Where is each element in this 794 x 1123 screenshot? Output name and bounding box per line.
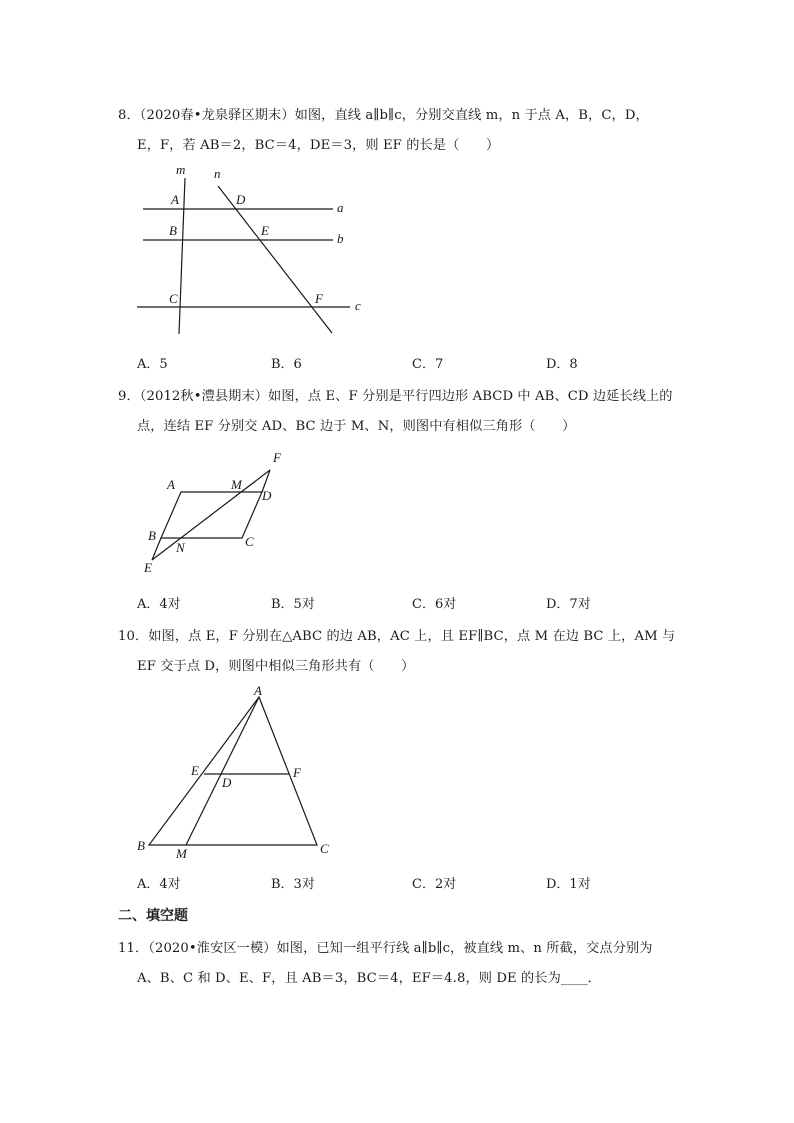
q8-label-a: a: [337, 200, 344, 215]
q10-option-a[interactable]: A．4对: [137, 877, 181, 892]
section-heading-fill: 二、填空题: [118, 908, 188, 924]
q10-option-c[interactable]: C．2对: [412, 877, 457, 892]
q8-label-F: F: [315, 291, 323, 306]
q9-label-D: D: [262, 488, 272, 503]
q9-label-M: M: [231, 477, 242, 492]
q11-stem-line1: 11．（2020•淮安区一模）如图，已知一组平行线 a∥b∥c，被直线 m、n 所截，交点分别为: [118, 941, 653, 956]
q8-option-b[interactable]: B．6: [271, 357, 302, 372]
q9-label-B: B: [148, 528, 156, 543]
q10-option-b[interactable]: B．3对: [271, 877, 315, 892]
q8-option-d[interactable]: D．8: [546, 357, 578, 372]
q8-label-m: m: [176, 162, 186, 177]
q10-label-M: M: [176, 846, 187, 861]
q8-label-A: A: [171, 192, 179, 207]
q8-stem-line2: E，F，若 AB＝2，BC＝4，DE＝3，则 EF 的长是（ ）: [137, 138, 500, 153]
q8-option-c[interactable]: C．7: [412, 357, 444, 372]
q8-label-E: E: [261, 223, 269, 238]
q8-label-b: b: [337, 231, 344, 246]
q9-stem-line2: 点，连结 EF 分别交 AD、BC 边于 M、N，则图中有相似三角形（ ）: [137, 419, 576, 434]
q8-option-a[interactable]: A．5: [137, 357, 168, 372]
q9-label-A: A: [167, 477, 175, 492]
q10-stem-line2: EF 交于点 D，则图中相似三角形共有（ ）: [137, 659, 415, 674]
q10-label-D: D: [222, 775, 232, 790]
q10-option-d[interactable]: D．1对: [546, 877, 591, 892]
q10-label-E: E: [191, 763, 199, 778]
q9-option-b[interactable]: B．5对: [271, 597, 315, 612]
q9-option-a[interactable]: A．4对: [137, 597, 181, 612]
q9-label-C: C: [245, 534, 254, 549]
q10-label-B: B: [137, 838, 145, 853]
q9-option-c[interactable]: C．6对: [412, 597, 457, 612]
q9-option-d[interactable]: D．7对: [546, 597, 591, 612]
q9-stem-line1: 9．（2012秋•澧县期末）如图，点 E、F 分别是平行四边形 ABCD 中 AB、CD 边延长线上的: [118, 389, 673, 404]
q8-label-C: C: [169, 291, 178, 306]
q8-label-B: B: [169, 223, 177, 238]
q9-label-F: F: [273, 450, 281, 465]
q8-stem-line1: 8．（2020春•龙泉驿区期末）如图，直线 a∥b∥c，分别交直线 m，n 于点 A，B，C，D，: [118, 108, 649, 123]
q9-label-E: E: [144, 560, 152, 575]
q11-stem-line2: A、B、C 和 D、E、F，且 AB＝3，BC＝4，EF＝4.8，则 DE 的长为____．: [137, 971, 601, 986]
q8-label-c: c: [355, 298, 361, 313]
q10-triangle: [149, 697, 317, 845]
q8-label-n: n: [214, 166, 221, 181]
q10-label-C: C: [320, 841, 329, 856]
q10-label-A: A: [254, 683, 262, 698]
q8-label-D: D: [236, 192, 246, 207]
q10-label-F: F: [293, 765, 301, 780]
q9-label-N: N: [176, 540, 185, 555]
q10-stem-line1: 10．如图，点 E，F 分别在△ABC 的边 AB，AC 上，且 EF∥BC，点 M 在边 BC 上，AM 与: [118, 629, 676, 644]
